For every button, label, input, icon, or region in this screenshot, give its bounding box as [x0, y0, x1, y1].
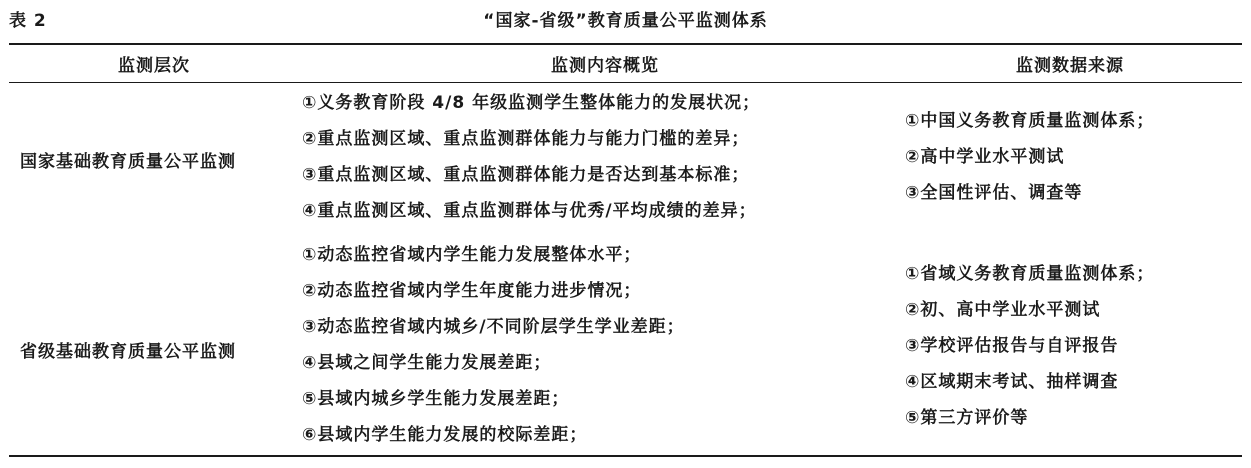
content-list-provincial	[302, 237, 685, 453]
header-rule	[9, 82, 1242, 83]
row-level-national: 国家基础教育质量公平监测	[20, 152, 236, 172]
source-item: ③全国性评估、调查等	[905, 183, 1083, 203]
content-item: ⑤县域内城乡学生能力发展差距；	[302, 389, 570, 409]
content-item: ④县域之间学生能力发展差距；	[302, 353, 552, 373]
header-source: 监测数据来源	[1016, 56, 1124, 76]
header-content: 监测内容概览	[551, 56, 659, 76]
source-list-provincial	[905, 256, 1154, 436]
content-item: ①动态监控省域内学生能力发展整体水平；	[302, 245, 642, 265]
top-rule	[9, 43, 1242, 45]
table-number: 表 2	[9, 11, 47, 31]
content-item: ③重点监测区域、重点监测群体能力是否达到基本标准；	[302, 165, 750, 185]
row-level-provincial: 省级基础教育质量公平监测	[20, 342, 236, 362]
source-item: ⑤第三方评价等	[905, 408, 1029, 428]
source-item: ①省域义务教育质量监测体系；	[905, 264, 1155, 284]
content-list-national	[302, 85, 760, 229]
source-item: ②高中学业水平测试	[905, 147, 1065, 167]
content-item: ②动态监控省域内学生年度能力进步情况；	[302, 281, 642, 301]
content-item: ⑥县域内学生能力发展的校际差距；	[302, 425, 588, 445]
content-item: ②重点监测区域、重点监测群体能力与能力门槛的差异；	[302, 129, 750, 149]
source-list-national	[905, 103, 1154, 211]
table-title: “国家-省级”教育质量公平监测体系	[483, 11, 768, 31]
header-level: 监测层次	[118, 56, 190, 76]
source-item: ④区域期末考试、抽样调查	[905, 372, 1119, 392]
content-item: ③动态监控省域内城乡/不同阶层学生学业差距；	[302, 317, 685, 337]
source-item: ②初、高中学业水平测试	[905, 300, 1101, 320]
content-item: ①义务教育阶段 4/8 年级监测学生整体能力的发展状况；	[302, 93, 761, 113]
source-item: ①中国义务教育质量监测体系；	[905, 111, 1155, 131]
source-item: ③学校评估报告与自评报告	[905, 336, 1119, 356]
content-item: ④重点监测区域、重点监测群体与优秀/平均成绩的差异；	[302, 201, 757, 221]
bottom-rule	[9, 455, 1242, 457]
